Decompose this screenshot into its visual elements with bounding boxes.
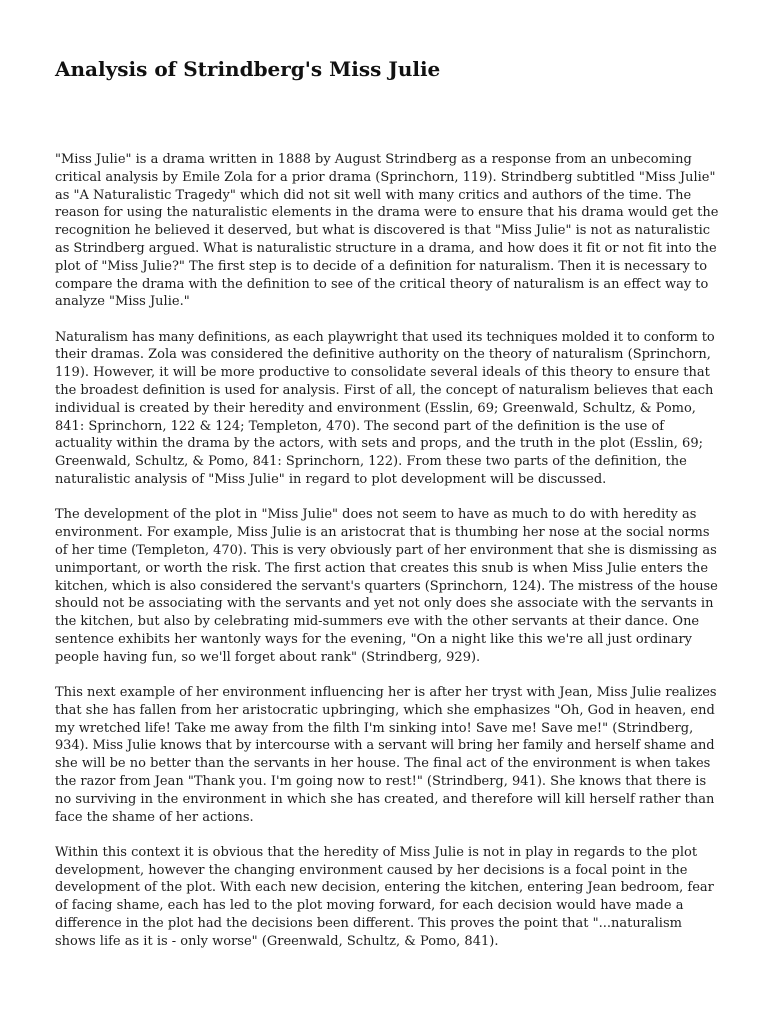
paragraph-2 (55, 329, 719, 489)
text-line: This next example of her environment influencing her is after her tryst with Jean, Miss Julie realizes (55, 685, 717, 701)
document-title: Analysis of Strindberg's Miss Julie (55, 57, 441, 81)
text-line: analyze "Miss Julie." (55, 294, 190, 310)
text-line: no surviving in the environment in which she has created, and therefore will kill herself rather than (55, 791, 715, 807)
text-line: the broadest definition is used for analysis. First of all, the concept of naturalism believes that each (55, 383, 714, 399)
text-line: 934). Miss Julie knows that by intercourse with a servant will bring her family and herself shame and (55, 738, 715, 754)
paragraph-1 (55, 151, 719, 311)
paragraph-3 (55, 506, 719, 666)
text-line: difference in the plot had the decisions been different. This proves the point that "...naturalism (55, 916, 682, 932)
text-line: kitchen, which is also considered the servant's quarters (Sprinchorn, 124). The mistress of the house (55, 578, 718, 594)
text-line: their dramas. Zola was considered the definitive authority on the theory of naturalism (Sprinchorn, (55, 347, 711, 363)
text-line: of facing shame, each has led to the plot moving forward, for each decision would have made a (55, 898, 684, 914)
text-line: The development of the plot in "Miss Julie" does not seem to have as much to do with heredity as (55, 507, 697, 523)
document-body (55, 151, 719, 968)
text-line: the kitchen, but also by celebrating mid-summers eve with the other servants at their dance. One (55, 614, 700, 630)
paragraph-5 (55, 844, 719, 951)
text-line: actuality within the drama by the actors, with sets and props, and the truth in the plot (Esslin, 69; (55, 436, 703, 452)
text-line: as "A Naturalistic Tragedy" which did not sit well with many critics and authors of the time. The (55, 187, 692, 203)
text-line: of her time (Templeton, 470). This is very obviously part of her environment that she is dismissing as (55, 542, 717, 558)
text-line: Greenwald, Schultz, & Pomo, 841: Sprinchorn, 122). From these two parts of the definition, the (55, 454, 687, 470)
text-line: the razor from Jean "Thank you. I'm going now to rest!" (Strindberg, 941). She knows that there is (55, 774, 707, 789)
text-line: development, however the changing environment caused by her decisions is a focal point in the (55, 862, 688, 878)
text-line: my wretched life! Take me away from the filth I'm sinking into! Save me! Save me!" (Strindberg, (55, 720, 694, 736)
text-line: recognition he believed it deserved, but what is discovered is that "Miss Julie" is not as naturalistic (55, 223, 711, 239)
paragraph-4 (55, 684, 719, 826)
text-line: Within this context it is obvious that the heredity of Miss Julie is not in play in regards to the plot (55, 844, 698, 860)
text-line: individual is created by their heredity and environment (Esslin, 69; Greenwald, Schultz, & Pomo, (55, 400, 696, 416)
text-line: as Strindberg argued. What is naturalistic structure in a drama, and how does it fit or not fit into the (55, 240, 717, 256)
text-line: 119). However, it will be more productive to consolidate several ideals of this theory to ensure that (55, 365, 710, 381)
text-line: environment. For example, Miss Julie is an aristocrat that is thumbing her nose at the social norms (55, 525, 710, 541)
text-line: development of the plot. With each new decision, entering the kitchen, entering Jean bedroom, fear (55, 880, 714, 896)
text-line: compare the drama with the definition to see of the critical theory of naturalism is an effect way to (55, 276, 709, 292)
text-line: 841: Sprinchorn, 122 & 124; Templeton, 470). The second part of the definition is the use of (55, 418, 665, 434)
text-line: shows life as it is - only worse" (Greenwald, Schultz, & Pomo, 841). (55, 933, 499, 949)
text-line: unimportant, or worth the risk. The first action that creates this snub is when Miss Julie enters the (55, 560, 709, 576)
text-line: critical analysis by Emile Zola for a prior drama (Sprinchorn, 119). Strindberg subtitled "Miss Julie" (55, 169, 716, 185)
text-line: should not be associating with the servants and yet not only does she associate with the servants in (55, 596, 714, 612)
text-line: people having fun, so we'll forget about rank" (Strindberg, 929). (55, 649, 481, 665)
text-line: reason for using the naturalistic elements in the drama were to ensure that his drama would get the (55, 205, 719, 221)
text-line: that she has fallen from her aristocratic upbringing, which she emphasizes "Oh, God in heaven, end (55, 702, 715, 718)
text-line: sentence exhibits her wantonly ways for the evening, "On a night like this we're all just ordinary (55, 631, 693, 647)
text-line: naturalistic analysis of "Miss Julie" in regard to plot development will be discussed. (55, 472, 607, 488)
text-line: face the shame of her actions. (55, 809, 254, 825)
text-line: "Miss Julie" is a drama written in 1888 by August Strindberg as a response from an unbecoming (55, 152, 692, 167)
text-line: Naturalism has many definitions, as each playwright that used its techniques molded it to conform to (55, 329, 715, 345)
text-line: plot of "Miss Julie?" The first step is to decide of a definition for naturalism. Then it is necessary to (55, 258, 708, 274)
text-line: she will be no better than the servants in her house. The final act of the environment is when takes (55, 756, 711, 772)
